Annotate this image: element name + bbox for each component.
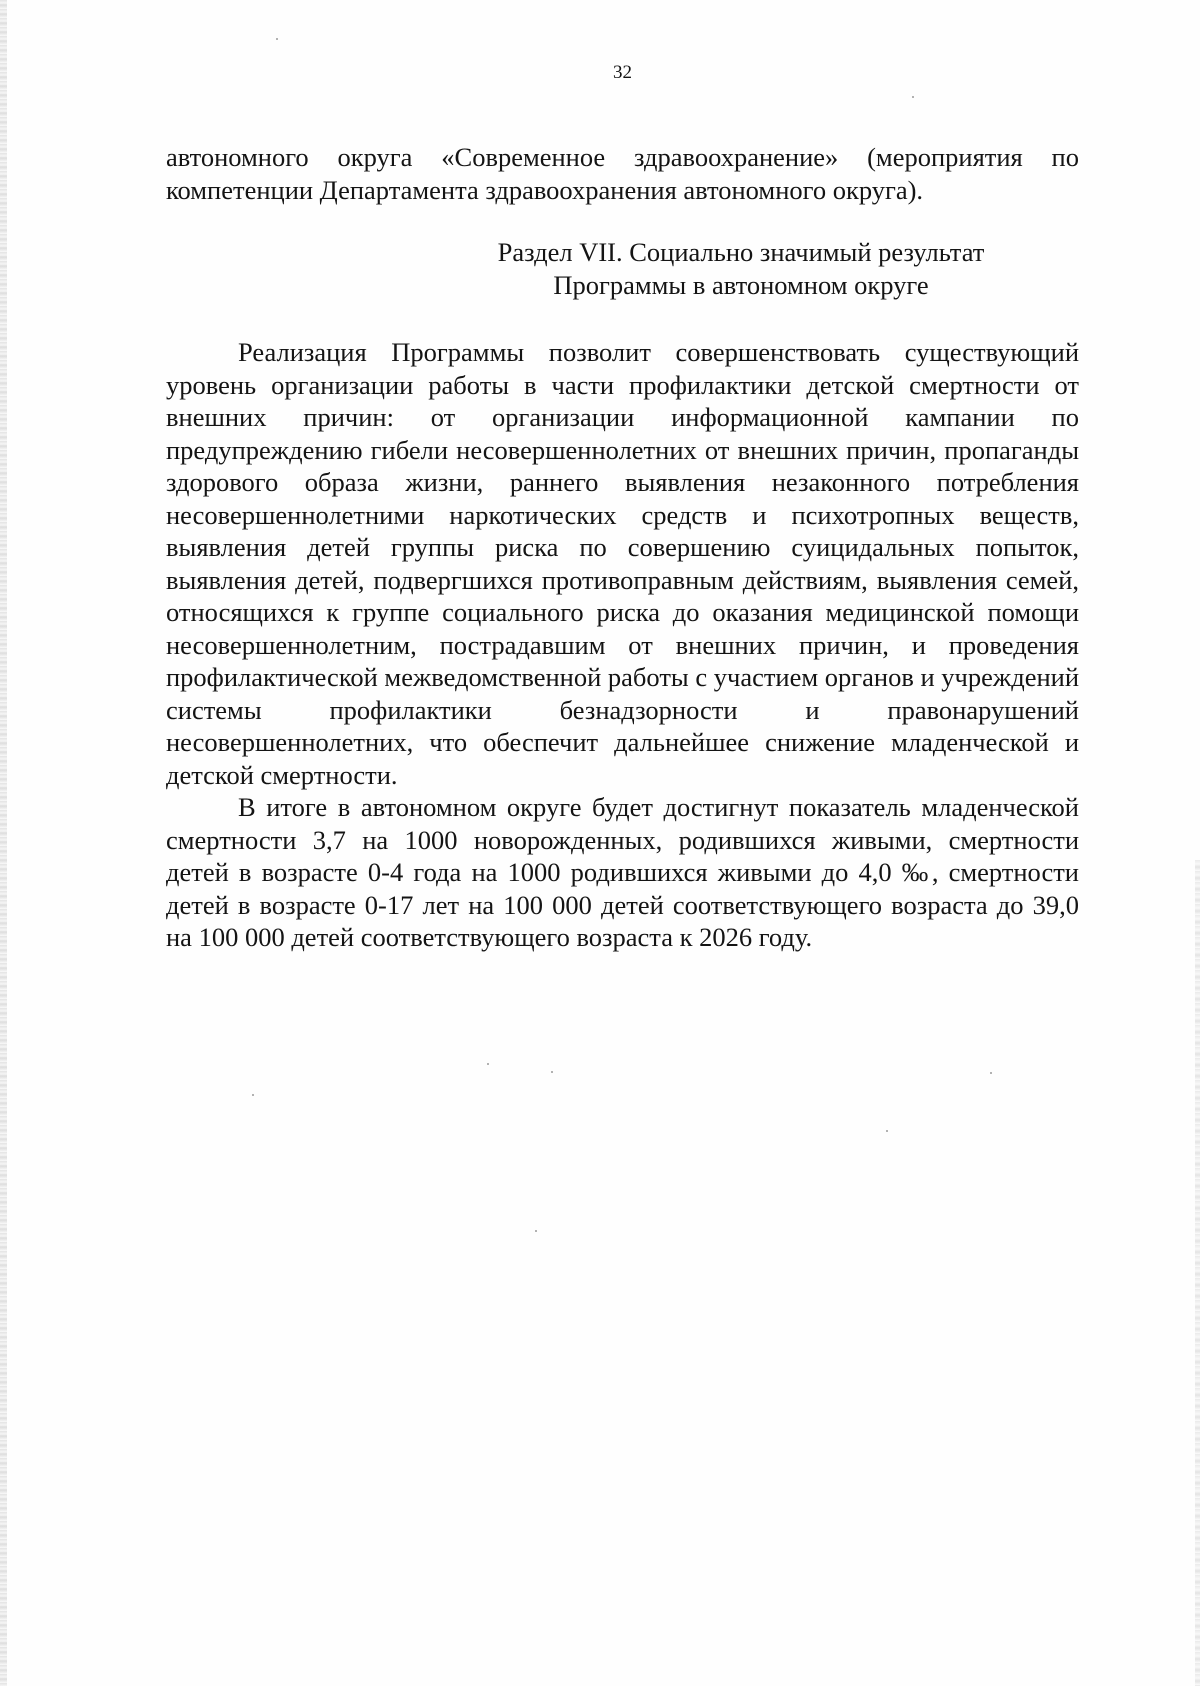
paragraph-realization: Реализация Программы позволит совершенствовать существующий уровень организации работы в части профилактики детской смертности от внешних причин: от организации информационной кампании по предупреждению гибели несовершеннолетних от внешних причин, пропаганды здорового образа жизни, раннего выявления незаконного потребления несовершеннолетними наркотических средств и психотропных веществ, выявления детей группы риска по совершению суицидальных попыток, выявления детей, подвергшихся противоправным действиям, выявления семей, относящихся к группе социального риска до оказания медицинской помощи несовершеннолетним, пострадавшим от внешних причин, и проведения профилактической межведомственной работы с участием органов и учреждений системы профилактики безнадзорности и правонарушений несовершеннолетних, что обеспечит дальнейшее снижение младенческой и детской смертности. <box>166 337 1079 790</box>
scan-edge-left <box>0 0 7 1686</box>
section-heading-line-1: Раздел VII. Социально значимый результат <box>497 237 985 267</box>
scan-speck <box>912 96 914 98</box>
scan-speck <box>252 1094 254 1096</box>
section-heading-line-2: Программы в автономном округе <box>553 269 929 300</box>
scan-speck <box>886 1130 888 1132</box>
scan-speck <box>276 38 278 40</box>
scan-speck <box>487 1063 489 1065</box>
section-heading <box>166 236 1200 301</box>
body-text <box>166 336 1079 954</box>
scan-edge-right <box>1195 860 1200 1686</box>
scan-speck <box>551 1071 553 1073</box>
continued-paragraph <box>166 141 1079 206</box>
scan-speck <box>990 1072 992 1074</box>
page-number: 32 <box>613 62 632 83</box>
continued-paragraph-text: автономного округа «Современное здравоохранение» (мероприятия по компетенции Департамента здравоохранения автономного округа). <box>166 142 1079 205</box>
paragraph-outcome: В итоге в автономном округе будет достигнут показатель младенческой смертности 3,7 на 1000 новорожденных, родившихся живыми, смертности детей в возрасте 0-4 года на 1000 родившихся живыми до 4,0 ‰, смертности детей в возрасте 0-17 лет на 100 000 детей соответствующего возраста до 39,0 на 100 000 детей соответствующего возраста к 2026 году. <box>166 792 1079 952</box>
scan-speck <box>535 1230 537 1232</box>
